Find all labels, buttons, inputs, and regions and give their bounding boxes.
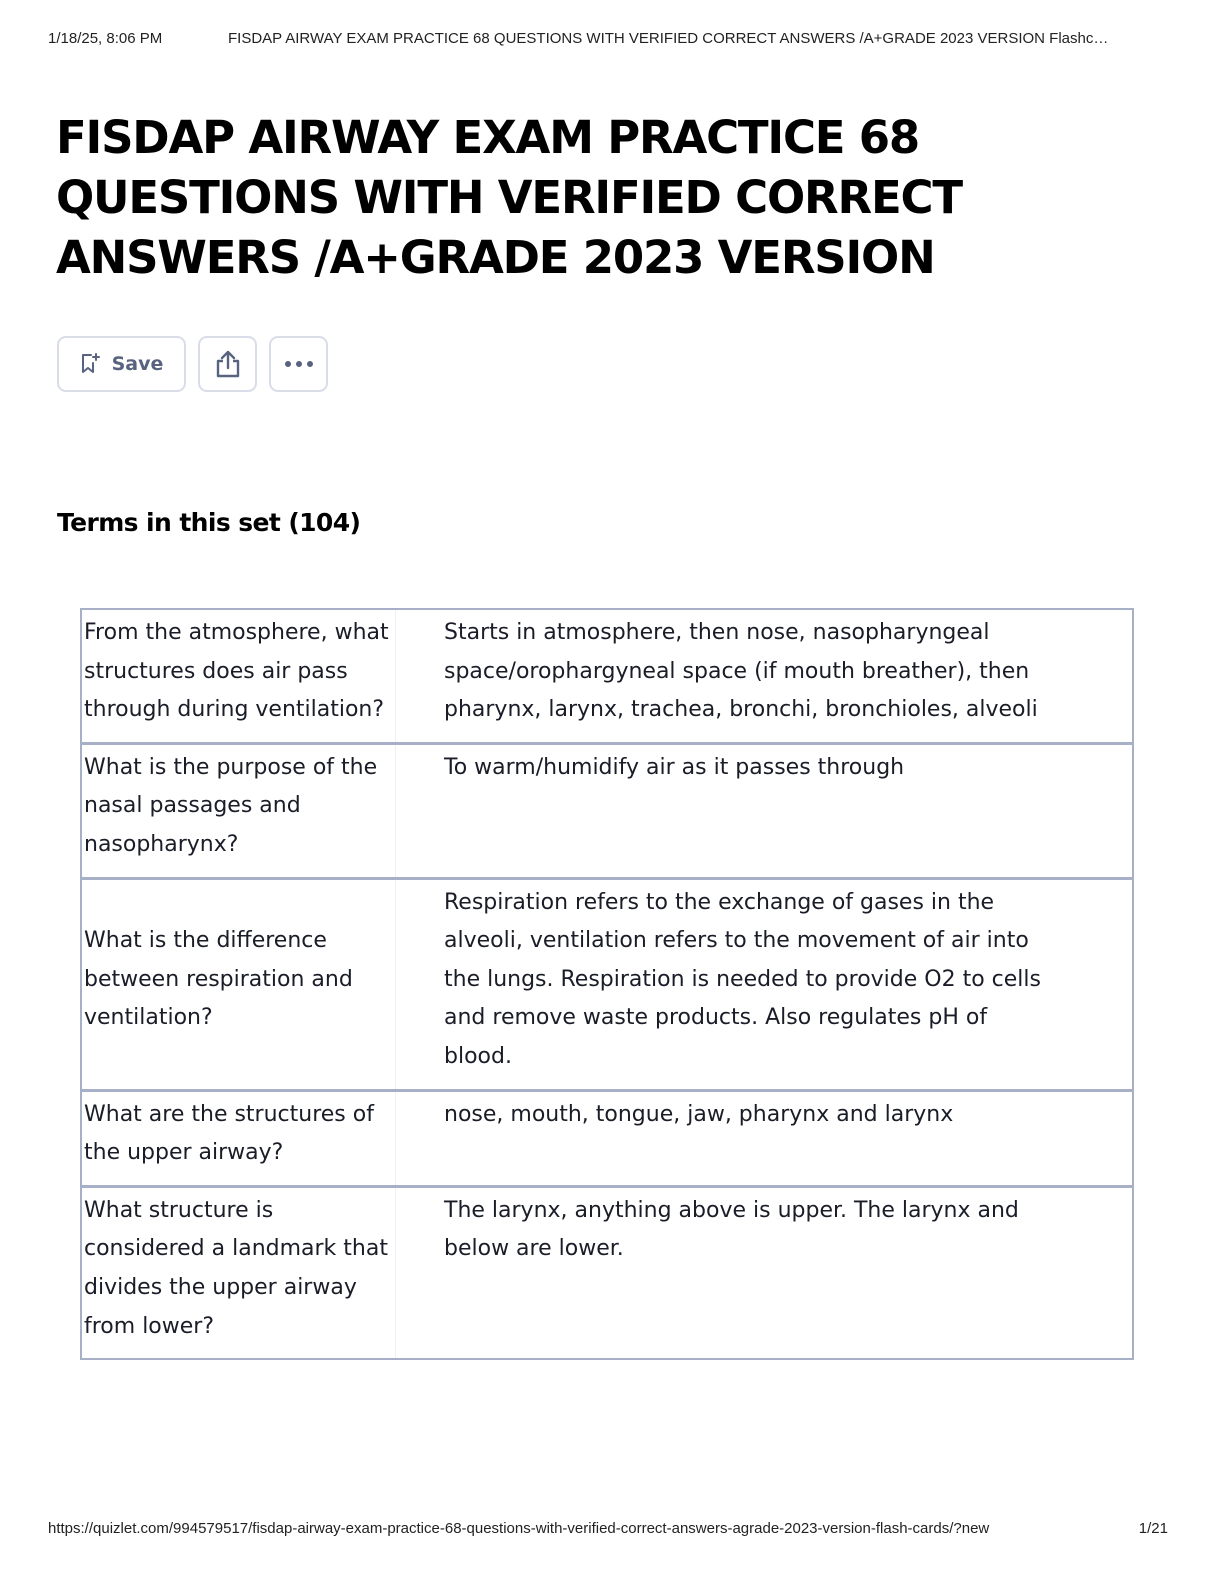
term-row[interactable] xyxy=(82,745,1132,880)
term-row[interactable] xyxy=(82,1092,1132,1188)
terms-table xyxy=(80,608,1134,1360)
term-row[interactable] xyxy=(82,610,1132,745)
term-question xyxy=(82,1188,396,1358)
term-row[interactable] xyxy=(82,1188,1132,1358)
term-text: What is the purpose of the nasal passages and nasopharynx? xyxy=(84,754,378,857)
term-definition: Respiration refers to the exchange of gases in the alveoli, ventilation refers to the movement of air into the lungs. Respiration is needed to provide O2 to cells and remove waste products. Also regulates pH of blood. xyxy=(444,889,1041,1069)
term-text: What is the difference between respiration and ventilation? xyxy=(84,928,353,1031)
share-button[interactable] xyxy=(198,336,257,392)
term-definition: The larynx, anything above is upper. The larynx and below are lower. xyxy=(444,1197,1019,1262)
terms-heading: Terms in this set (104) xyxy=(57,508,361,537)
save-button[interactable] xyxy=(57,336,186,392)
print-datetime: 1/18/25, 8:06 PM xyxy=(48,30,163,47)
share-icon xyxy=(214,349,242,379)
print-document-title: FISDAP AIRWAY EXAM PRACTICE 68 QUESTIONS WITH VERIFIED CORRECT ANSWERS /A+GRADE 2023 VERSION Flashc… xyxy=(228,30,1109,47)
term-text: What are the structures of the upper airway? xyxy=(84,1101,374,1166)
term-question xyxy=(82,880,396,1089)
term-text: From the atmosphere, what structures does air pass through during ventilation? xyxy=(84,620,389,723)
term-question xyxy=(82,610,396,742)
page-title: FISDAP AIRWAY EXAM PRACTICE 68 QUESTIONS WITH VERIFIED CORRECT ANSWERS /A+GRADE 2023 VERSION xyxy=(56,111,962,284)
term-text: What structure is considered a landmark that divides the upper airway from lower? xyxy=(84,1197,388,1339)
bookmark-plus-icon xyxy=(80,353,100,375)
print-footer xyxy=(48,1520,1176,1540)
more-horizontal-icon xyxy=(284,360,314,368)
more-options-button[interactable] xyxy=(269,336,328,392)
page-number: 1/21 xyxy=(1138,1520,1168,1537)
term-definition: To warm/humidify air as it passes through xyxy=(444,754,905,780)
term-question xyxy=(82,745,396,877)
print-header xyxy=(48,30,1176,50)
term-definition: nose, mouth, tongue, jaw, pharynx and larynx xyxy=(444,1101,954,1127)
term-definition: Starts in atmosphere, then nose, nasopharyngeal space/orophargyneal space (if mouth breather), then pharynx, larynx, trachea, bronchi, bronchioles, alveoli xyxy=(444,620,1038,723)
save-button-label: Save xyxy=(111,353,164,375)
term-question xyxy=(82,1092,396,1185)
term-row[interactable] xyxy=(82,880,1132,1092)
page-url: https://quizlet.com/994579517/fisdap-airway-exam-practice-68-questions-with-verified-correct-answers-agrade-2023-version-flash-cards/?new xyxy=(48,1520,990,1537)
